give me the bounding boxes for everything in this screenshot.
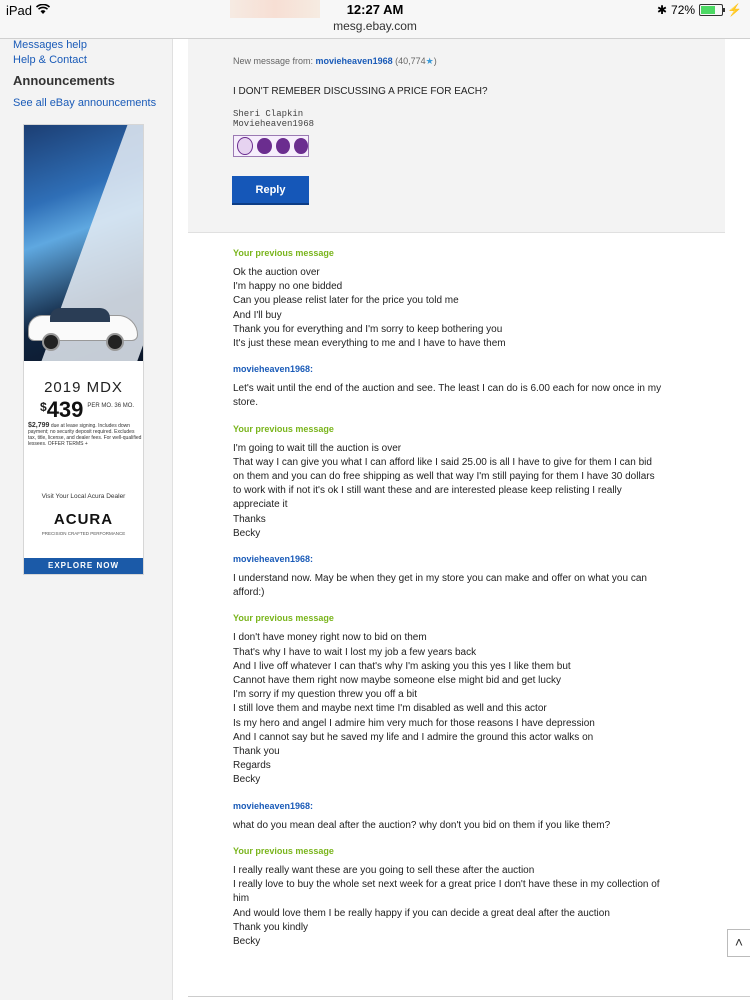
- message-from: [233, 56, 437, 67]
- announcements-link[interactable]: See all eBay announcements: [13, 97, 157, 109]
- ad-price-symbol: $: [40, 400, 47, 414]
- clock: 12:27 AM: [346, 2, 404, 17]
- from-prefix: New message from:: [233, 56, 314, 66]
- message-thread: [233, 248, 713, 962]
- message-line: on them and you can do free shipping as well that way I'm still paying for them I have 30 dollars: [233, 471, 655, 483]
- message-line: I really love to buy the whole set next week for a great price I don't have these in my collection of: [233, 879, 660, 891]
- message-subject: I DON'T REMEBER DISCUSSING A PRICE FOR EACH?: [233, 86, 488, 97]
- message-line: That's why I have to wait I lost my job a few years back: [233, 646, 477, 658]
- messages-help-link[interactable]: Messages help: [13, 39, 87, 51]
- message-line: Thank you for everything and I'm sorry to keep bothering you: [233, 323, 503, 335]
- message-line: afford:): [233, 587, 265, 599]
- message-line: It's just these mean everything to me and I have to have them: [233, 338, 506, 350]
- message-line: I'm happy no one bidded: [233, 281, 343, 293]
- message-line: And I'll buy: [233, 309, 282, 321]
- message-line: I really really want these are you going to sell these after the auction: [233, 864, 535, 876]
- previous-message: [233, 846, 713, 949]
- message-line: And would love them I be really happy if you can decide a great deal after the auction: [233, 907, 610, 919]
- message-line: And I live off whatever I can that's why I'm asking you this yes I like them but: [233, 660, 571, 672]
- previous-message: [233, 613, 713, 787]
- ad-price-terms: PER MO. 36 MO.: [87, 403, 135, 409]
- sender-link[interactable]: movieheaven1968: [315, 56, 393, 66]
- feedback-close: ): [433, 56, 437, 66]
- seller-message: [233, 364, 713, 410]
- charging-icon: ⚡: [727, 3, 742, 17]
- message-line: to work with if not it's ok I still want these and are interested please keep relisting I really: [233, 485, 622, 497]
- message-sender: Your previous message: [233, 845, 334, 856]
- message-line: Becky: [233, 935, 261, 947]
- car-image: [28, 305, 138, 349]
- battery-fill: [701, 6, 715, 14]
- message-line: store.: [233, 397, 259, 409]
- acura-ad-banner[interactable]: [23, 124, 144, 575]
- help-contact-link[interactable]: Help & Contact: [13, 54, 87, 66]
- sidebar: [0, 39, 173, 1000]
- address-bar[interactable]: mesg.ebay.com: [333, 19, 417, 33]
- message-sender: Your previous message: [233, 613, 334, 624]
- previous-message: [233, 424, 713, 541]
- reply-button[interactable]: Reply: [232, 176, 309, 205]
- acura-logo: ACURA: [53, 511, 114, 528]
- message-line: That way I can give you what I can afford like I said 25.00 is all I have to give for them I can bid: [233, 456, 652, 468]
- message-line: Can you please relist later for the price you told me: [233, 295, 459, 307]
- explore-now-button[interactable]: EXPLORE NOW: [24, 558, 143, 574]
- ad-model: 2019 MDX: [44, 379, 123, 396]
- message-line: Let's wait until the end of the auction and see. The least I can do is 6.00 each for now once in my: [233, 383, 662, 395]
- previous-message: [233, 248, 713, 351]
- message-line: Thank you: [233, 746, 280, 758]
- message-pane: [173, 39, 750, 1000]
- message-line: Cannot have them right now maybe someone else might bid and get lucky: [233, 675, 561, 687]
- ad-hero-image: [24, 125, 143, 361]
- status-right: [657, 3, 742, 17]
- ad-price: [40, 397, 134, 423]
- device-name: iPad: [6, 3, 33, 18]
- ad-price-value: 439: [46, 397, 84, 422]
- message-line: appreciate it: [233, 499, 288, 511]
- message-line: Thanks: [233, 513, 266, 525]
- message-line: I'm going to wait till the auction is over: [233, 442, 402, 454]
- message-line: Becky: [233, 527, 261, 539]
- message-line: I understand now. May be when they get in my store you can make and offer on what you can: [233, 573, 647, 585]
- message-line: Becky: [233, 774, 261, 786]
- latest-message: [188, 39, 725, 233]
- ad-fine-amount: $2,799: [28, 422, 50, 429]
- message-sender: movieheaven1968:: [233, 800, 314, 811]
- message-line: I don't have money right now to bid on them: [233, 632, 427, 644]
- message-line: him: [233, 893, 250, 905]
- message-line: I'm sorry if my question threw you off a bit: [233, 689, 418, 701]
- message-sender: Your previous message: [233, 423, 334, 434]
- battery-percent: 72%: [671, 3, 696, 17]
- ad-fine-print: [28, 423, 142, 447]
- ad-dealer-text: Visit Your Local Acura Dealer: [41, 493, 126, 500]
- battery-icon: [699, 4, 723, 16]
- divider: [188, 996, 750, 997]
- message-line: Is my hero and angel I admire him very much for those reasons I have depression: [233, 717, 595, 729]
- signature-line-2: Movieheaven1968: [233, 119, 315, 129]
- signature-line-1: Sheri Clapkin: [233, 109, 304, 119]
- ad-tagline: PRECISION CRAFTED PERFORMANCE: [41, 531, 126, 536]
- message-sender: movieheaven1968:: [233, 554, 314, 565]
- seller-message: [233, 801, 713, 833]
- store-logo-image: [233, 135, 309, 157]
- feedback-score: (40,774: [395, 56, 426, 66]
- bluetooth-icon: ✱: [656, 3, 668, 17]
- star-icon: ★: [425, 56, 434, 66]
- scroll-to-top-button[interactable]: ˄: [727, 929, 750, 957]
- announcements-heading: Announcements: [13, 73, 115, 88]
- message-line: I still love them and maybe next time I'm disabled as well and this actor: [233, 703, 547, 715]
- message-line: And I cannot say but he saved my life and I admire the ground this actor walks on: [233, 731, 594, 743]
- ad-fine-text: due at lease signing. Includes down payment; no security deposit required. Excludes tax, title, license, and dealer fees. For well-qualified lessees. OFFER TERMS +: [28, 423, 142, 447]
- message-sender: Your previous message: [233, 248, 334, 258]
- message-sender: movieheaven1968:: [233, 364, 314, 375]
- message-line: Regards: [233, 760, 271, 772]
- message-line: Ok the auction over: [233, 267, 320, 278]
- seller-message: [233, 554, 713, 600]
- status-bar: [0, 0, 750, 39]
- signature: [233, 109, 314, 129]
- message-line: Thank you kindly: [233, 921, 309, 933]
- message-line: what do you mean deal after the auction? why don't you bid on them if you like them?: [233, 819, 611, 831]
